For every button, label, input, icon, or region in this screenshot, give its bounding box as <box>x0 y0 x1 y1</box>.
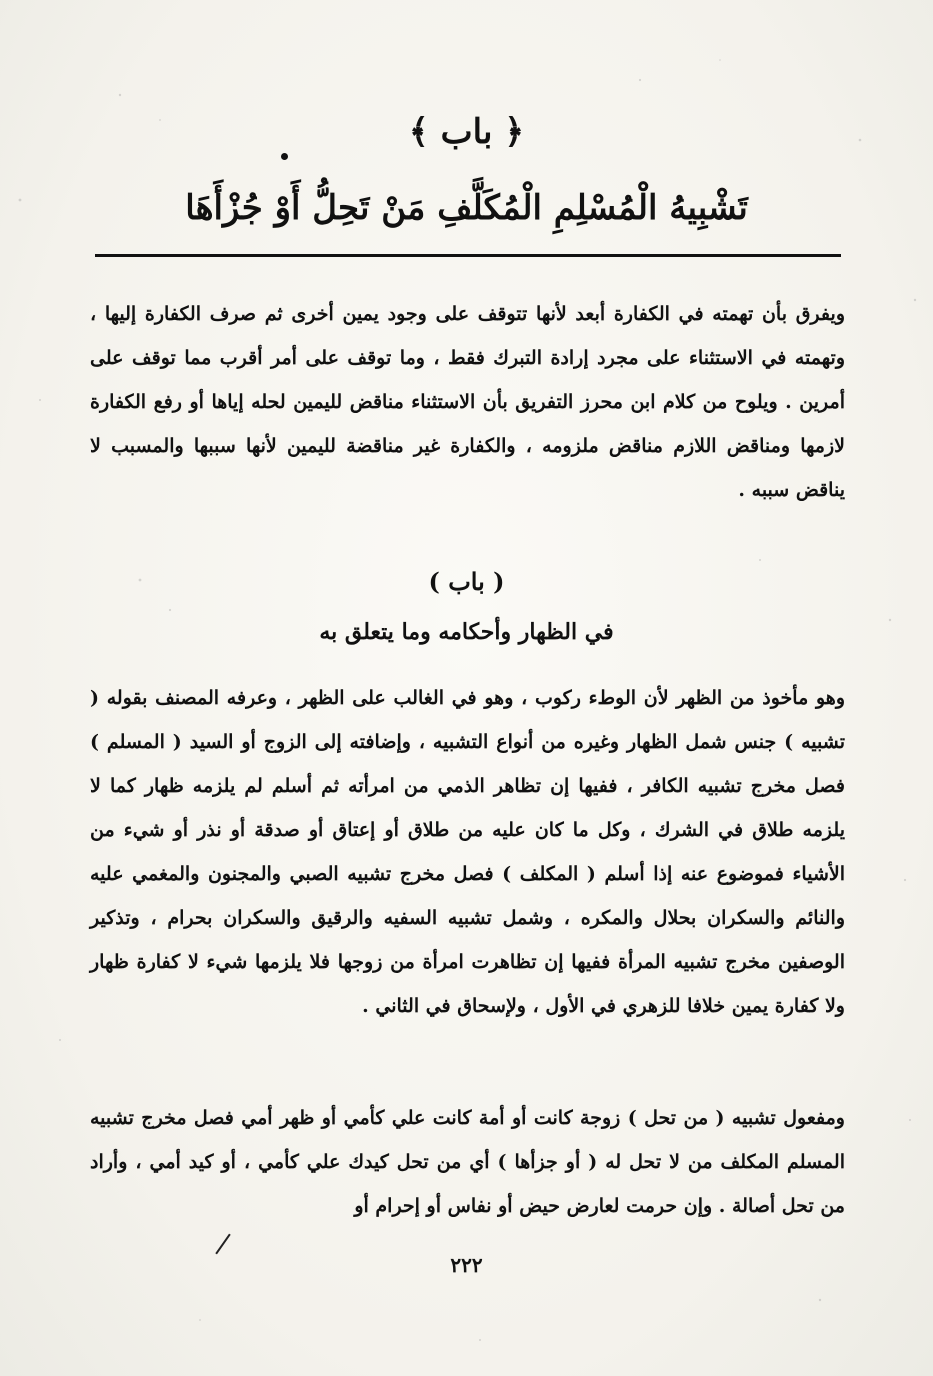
page-number: ٢٢٢ <box>450 1253 483 1277</box>
chapter-title: تَشْبِيهُ الْمُسْلِمِ الْمُكَلَّفِ مَنْ تَحِلُّ أَوْ جُزْأَهَا <box>185 188 748 228</box>
section-title: في الظهار وأحكامه وما يتعلق به <box>319 619 614 645</box>
section-heading: ( باب ) <box>428 567 505 596</box>
paragraph-2: وهو مأخوذ من الظهر لأن الوطء ركوب ، وهو في الغالب على الظهر ، وعرفه المصنف بقوله ( تشبيه ) جنس شمل الظهار وغيره من أنواع التشبيه ، وإضافته إلى الزوج أو السيد ( المسلم ) فصل مخرج تشبيه الكافر ، ففيها إن تظاهر الذمي من امرأته ثم أسلم لم يلزمه ظهار كما لا يلزمه طلاق في الشرك ، وكل ما كان عليه من طلاق أو إعتاق أو صدقة أو نذر أو شيء من الأشياء فموضوع عنه إذا أسلم ( المكلف ) فصل مخرج تشبيه الصبي والمجنون والمغمي عليه والنائم والسكران بحلال والمكره ، وشمل تشبيه السفيه والرقيق والسكران بحرام ، وتذكير الوصفين مخرج تشبيه المرأة ففيها إن تظاهرت امرأة من زوجها فلا يلزمها شيء لا كفارة ظهار ولا كفارة يمين خلافا للزهري في الأول ، ولإسحاق في الثاني . <box>90 687 845 1017</box>
title-rule <box>95 254 841 257</box>
ornament-dot <box>281 153 288 160</box>
paragraph-3: ومفعول تشبيه ( من تحل ) زوجة كانت أو أمة كانت علي كأمي أو ظهر أمي فصل مخرج تشبيه المسلم المكلف من لا تحل له ( أو جزأها ) أي من تحل كيدك علي كأمي ، أو كيد أمي ، وأراد من تحل أصالة . وإن حرمت لعارض حيض أو نفاس أو إحرام أو <box>90 1107 845 1217</box>
paragraph-1: ويفرق بأن تهمته في الكفارة أبعد لأنها تتوقف على وجود يمين أخرى ثم صرف الكفارة إليها ، وتهمته في الاستثناء على مجرد إرادة التبرك فقط ، وما توقف على أمر أقرب مما توقف على أمرين . ويلوح من كلام ابن محرز التفريق بأن الاستثناء مناقض لليمين لحله إياها أو رفع الكفارة لازمها ومناقض اللازم مناقض ملزومه ، والكفارة غير مناقضة لليمين لأنها سببها والمسبب لا يناقض سببه . <box>90 303 845 501</box>
chapter-heading: ﴿ باب ﴾ <box>408 112 525 152</box>
